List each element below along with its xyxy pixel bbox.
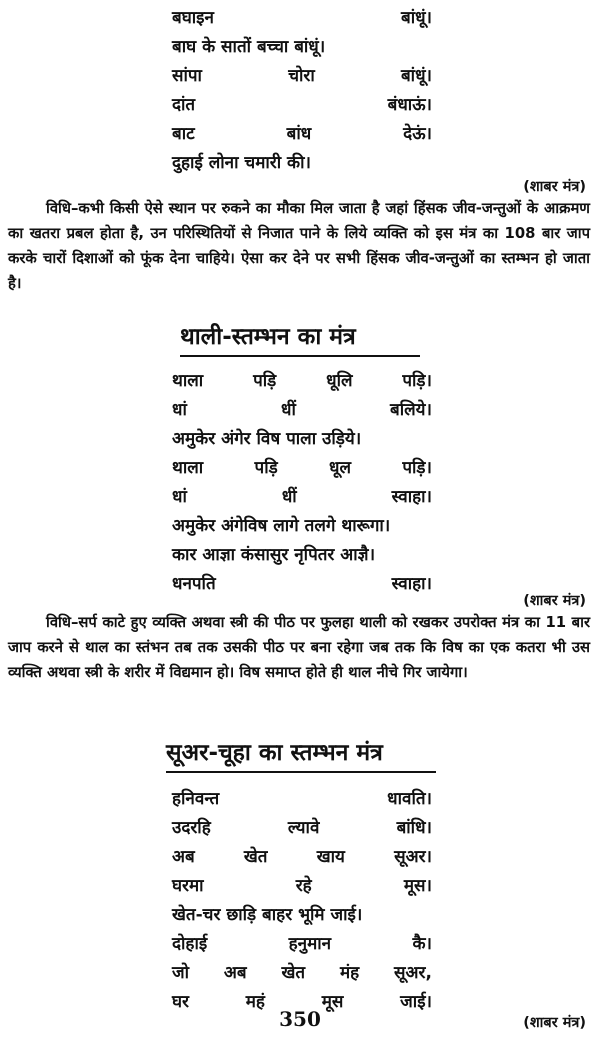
verse-word: धीं (281, 487, 297, 507)
verse-mantra-3 (172, 785, 432, 1017)
verse-word: दोहाई (172, 934, 208, 954)
verse-word: धां (172, 400, 187, 420)
verse-word: बाघ के सातों बच्चा बांधूं। (172, 37, 326, 57)
verse-line (172, 454, 432, 483)
verse-word: स्वाहा। (391, 487, 432, 507)
verse-word: अब (172, 847, 195, 867)
verse-word: अब (223, 963, 247, 983)
verse-word: दुहाई लोना चमारी की। (172, 153, 311, 173)
verse-word: खेत-चर छाड़ि बाहर भूमि जाई। (172, 905, 363, 925)
verse-word: खेत (243, 847, 268, 867)
verse-word: जो (172, 963, 190, 983)
verse-word: पड़ि। (402, 458, 432, 478)
verse-line (172, 33, 432, 62)
method-text: –सर्प काटे हुए व्यक्ति अथवा स्त्री की पीठ पर फुलहा थाली को रखकर उपरोक्त मंत्र का 11 बार जाप करने से थाल का स्तंभन तब तक उसकी पीठ पर बना रहेगा जब तक कि विष का एक कतरा भी उस व्यक्ति अथवा स्त्री के शरीर में विद्यमान हो। विष समाप्त होते ही थाल नीचे गिर जायेगा। (8, 614, 590, 681)
verse-word: महं (245, 992, 265, 1012)
verse-word: अमुकेर अंगेविष लागे तलगे थारूगा। (172, 516, 391, 536)
verse-word: हनुमान (288, 934, 332, 954)
method-lead: विधि (46, 200, 71, 217)
verse-line (172, 367, 432, 396)
verse-word: धां (172, 487, 187, 507)
verse-word: अमुकेर अंगेर विष पाला उड़िये। (172, 429, 362, 449)
source-label-2: (शाबर मंत्र) (523, 593, 586, 609)
verse-line (172, 149, 432, 178)
verse-line (172, 4, 432, 33)
verse-line (172, 512, 432, 541)
verse-word: बांध (286, 124, 312, 144)
verse-word: खेत (281, 963, 306, 983)
method-paragraph-2 (8, 610, 590, 685)
verse-line (172, 425, 432, 454)
verse-word: बाट (172, 124, 195, 144)
verse-word: खाय (316, 847, 345, 867)
verse-word: थाला (172, 458, 204, 478)
verse-word: धीं (281, 400, 296, 420)
verse-line (172, 541, 432, 570)
verse-line (172, 570, 432, 599)
verse-line (172, 62, 432, 91)
verse-word: बंधाऊं। (387, 95, 432, 115)
verse-word: धावति। (387, 789, 432, 809)
verse-word: घर (172, 992, 189, 1012)
verse-word: दांत (172, 95, 196, 115)
page-number: 350 (279, 1007, 321, 1031)
verse-line (172, 785, 432, 814)
verse-word: पड़ि। (402, 371, 432, 391)
verse-line (172, 120, 432, 149)
method-paragraph-1 (8, 196, 590, 296)
verse-word: मूस। (403, 876, 432, 896)
method-text: –कभी किसी ऐसे स्थान पर रुकने का मौका मिल जाता है जहां हिंसक जीव-जन्तुओं के आक्रमण का खतरा प्रबल होता है, उन परिस्थितियों से निजात पाने के लिये व्यक्ति को इस मंत्र का 108 बार जाप करके चारों दिशाओं को फूंक देना चाहिये। ऐसा कर देने पर सभी हिंसक जीव-जन्तुओं का स्तम्भन हो जाता है। (8, 200, 590, 292)
verse-mantra-2 (172, 367, 432, 599)
source-label-3: (शाबर मंत्र) (523, 1015, 586, 1031)
verse-word: जाई। (400, 992, 432, 1012)
verse-word: मूस (321, 992, 344, 1012)
verse-word: धनपति (172, 574, 216, 594)
verse-word: मंह (339, 963, 360, 983)
section-heading-2: थाली-स्तम्भन का मंत्र (180, 322, 420, 357)
verse-mantra-1 (172, 4, 432, 178)
verse-word: स्वाहा। (391, 574, 432, 594)
verse-word: पड़ि (254, 458, 278, 478)
verse-word: धूल (329, 458, 352, 478)
verse-word: हनिवन्त (172, 789, 220, 809)
verse-word: बांधूं। (400, 66, 432, 86)
verse-line (172, 396, 432, 425)
verse-word: बांधूं। (400, 8, 432, 28)
verse-line (172, 901, 432, 930)
verse-line (172, 814, 432, 843)
verse-word: घरमा (172, 876, 204, 896)
verse-word: कार आज्ञा कंसासुर नृपितर आज्ञै। (172, 545, 376, 565)
verse-word: बघाइन (172, 8, 214, 28)
verse-word: रहे (295, 876, 312, 896)
verse-line (172, 91, 432, 120)
section-heading-3: सूअर-चूहा का स्तम्भन मंत्र (166, 738, 436, 773)
verse-word: बांधि। (396, 818, 432, 838)
verse-word: सांपा (172, 66, 202, 86)
verse-word: थाला (172, 371, 204, 391)
verse-word: चोरा (288, 66, 315, 86)
verse-word: उदरहि (172, 818, 211, 838)
verse-word: सूअर। (394, 847, 432, 867)
method-lead: विधि (46, 614, 71, 631)
verse-line (172, 872, 432, 901)
verse-word: धूलि (326, 371, 353, 391)
verse-word: बलिये। (390, 400, 432, 420)
verse-word: सूअर, (394, 963, 432, 983)
verse-line (172, 843, 432, 872)
verse-word: ल्यावे (287, 818, 320, 838)
verse-word: देऊं। (403, 124, 432, 144)
verse-line (172, 959, 432, 988)
verse-word: कै। (412, 934, 432, 954)
source-label-1: (शाबर मंत्र) (523, 179, 586, 195)
verse-line (172, 483, 432, 512)
verse-line (172, 930, 432, 959)
verse-word: पड़ि (253, 371, 277, 391)
